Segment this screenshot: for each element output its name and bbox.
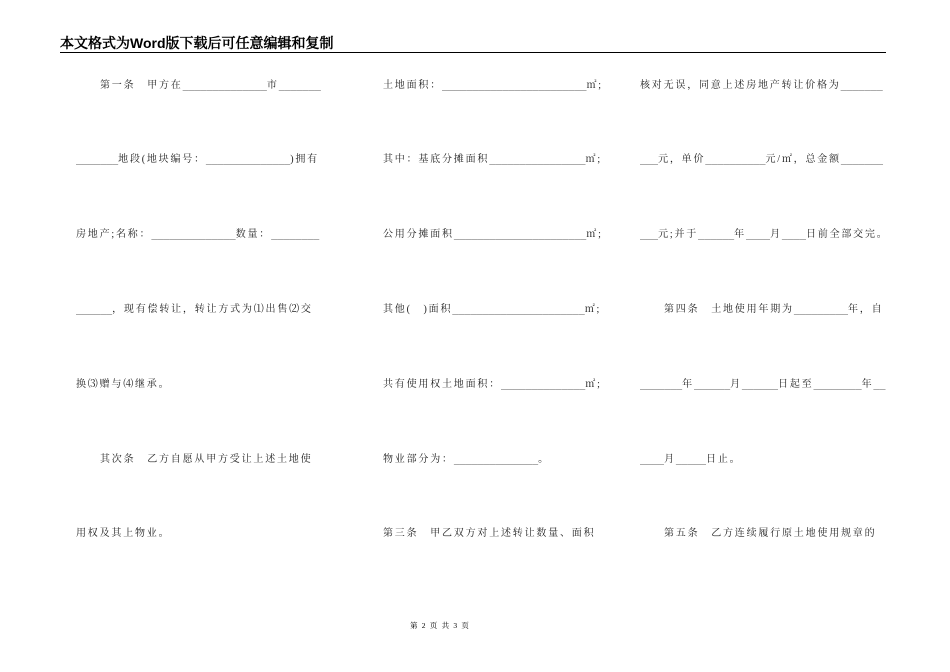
- fill-in-blank: _______: [840, 79, 883, 91]
- fill-in-blank: ______: [741, 378, 779, 390]
- fill-in-blank: ______________: [182, 79, 267, 91]
- clause-line: 房地产;名称：______________数量：________: [76, 229, 320, 241]
- page-number: 第 2 页 共 3 页: [410, 621, 471, 630]
- clause-line: 其中：基底分摊面积________________㎡;: [383, 154, 602, 166]
- clause-line: ____月_____日止。: [640, 453, 742, 465]
- fill-in-blank: ______________: [205, 154, 291, 166]
- text-column-1: [76, 49, 338, 573]
- fill-in-blank: ______: [76, 303, 113, 315]
- fill-in-blank: _____: [675, 453, 707, 465]
- clause-line: ______，现有偿转让，转让方式为⑴出售⑵交: [76, 303, 313, 315]
- fill-in-blank: ___: [640, 154, 659, 166]
- clause-line: 其他( )面积______________________㎡;: [383, 303, 602, 315]
- clause-line: 用权及其上物业。: [76, 528, 171, 540]
- fill-in-blank: ________: [271, 229, 320, 241]
- fill-in-blank: __: [873, 378, 886, 390]
- fill-in-blank: ____: [781, 229, 806, 241]
- fill-in-blank: ____: [745, 229, 771, 241]
- fill-in-blank: _______: [840, 154, 884, 166]
- fill-in-blank: ______________________: [452, 303, 585, 315]
- clause-line: ___元，单价__________元/㎡，总金额_______: [640, 154, 884, 166]
- fill-in-blank: __________: [705, 154, 766, 166]
- text-column-3: [640, 49, 892, 573]
- clause-line: 共有使用权土地面积：______________㎡;: [383, 378, 602, 390]
- clause-line: 核对无误，同意上述房地产转让价格为_______: [640, 79, 883, 91]
- clause-line: 第三条 甲乙双方对上述转让数量、面积: [383, 528, 596, 540]
- fill-in-blank: ______________: [501, 378, 586, 390]
- clause-line: 土地面积：________________________㎡;: [383, 79, 603, 91]
- fill-in-blank: _________: [793, 303, 848, 315]
- fill-in-blank: ______________: [453, 453, 539, 465]
- clause-line: 换⑶赠与⑷继承。: [76, 378, 171, 390]
- fill-in-blank: ____: [640, 453, 665, 465]
- clause-line: _______地段(地块编号：______________)拥有: [76, 154, 319, 166]
- fill-in-blank: ______________________: [453, 229, 587, 241]
- fill-in-blank: _______: [640, 378, 683, 390]
- clause-line: 第五条 乙方连续履行原土地使用规章的: [664, 528, 877, 540]
- clause-line: 第四条 土地使用年期为_________年，自: [664, 303, 884, 315]
- fill-in-blank: ______: [698, 229, 735, 241]
- clause-line: 公用分摊面积______________________㎡;: [383, 229, 603, 241]
- clause-line: 其次条 乙方自愿从甲方受让上述土地使: [100, 453, 313, 465]
- fill-in-blank: ________: [813, 378, 862, 390]
- fill-in-blank: ______: [693, 378, 731, 390]
- header-title: 本文格式为Word版下载后可任意编辑和复制: [60, 35, 334, 51]
- fill-in-blank: _______: [76, 154, 119, 166]
- fill-in-blank: ______________: [151, 229, 236, 241]
- clause-line: 第一条 甲方在______________市_______: [100, 79, 321, 91]
- clause-line: ___元;并于______年____月____日前全部交完。: [640, 229, 889, 241]
- fill-in-blank: ________________________: [442, 79, 587, 91]
- fill-in-blank: ________________: [489, 154, 586, 166]
- text-column-2: [383, 49, 613, 573]
- clause-line: _______年______月______日起至________年__: [640, 378, 886, 390]
- fill-in-blank: _______: [278, 79, 321, 91]
- clause-line: 物业部分为：______________。: [383, 453, 550, 465]
- fill-in-blank: ___: [640, 229, 659, 241]
